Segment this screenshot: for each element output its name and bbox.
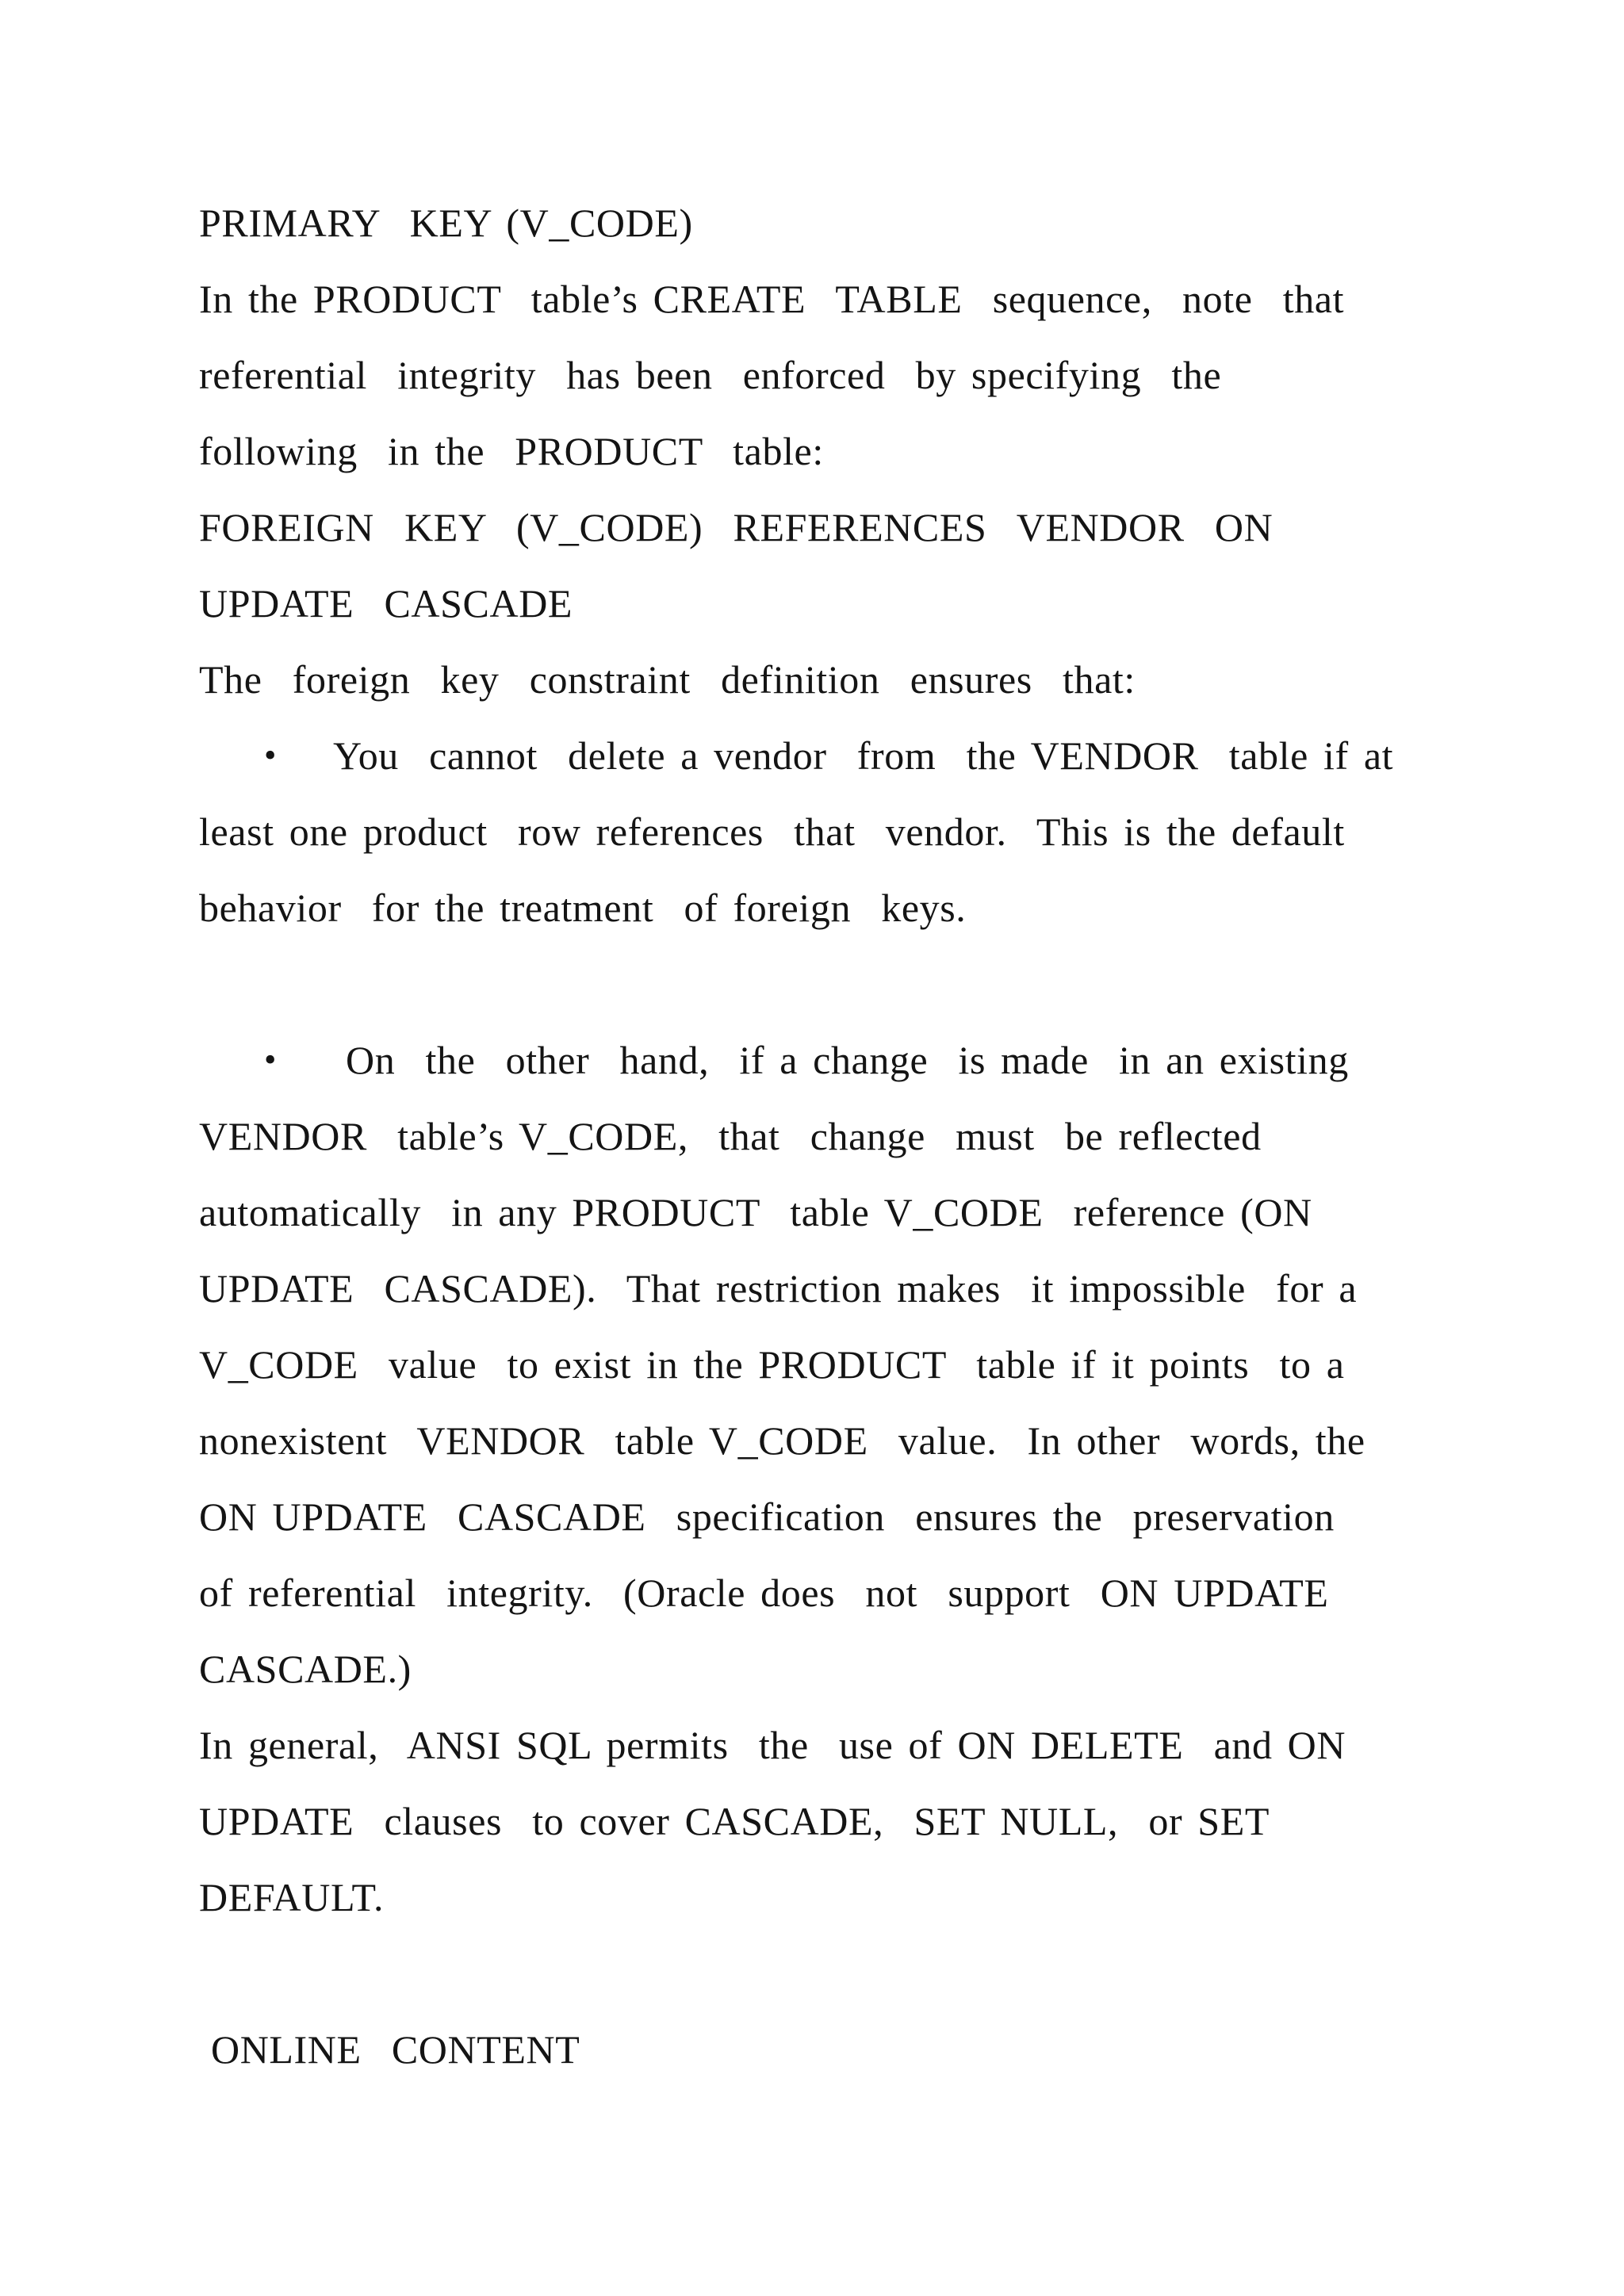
paragraph-line: In the PRODUCT table’s CREATE TABLE sequence, note that bbox=[199, 277, 1345, 321]
bullet-item-2-line: CASCADE.) bbox=[199, 1647, 412, 1691]
bullet-item-1-line: behavior for the treatment of foreign keys. bbox=[199, 886, 967, 930]
bullet-item-2-line: nonexistent VENDOR table V_CODE value. In other words, the bbox=[199, 1418, 1365, 1463]
bullet-item-2-line: UPDATE CASCADE). That restriction makes it impossible for a bbox=[199, 1266, 1358, 1311]
paragraph-line: In general, ANSI SQL permits the use of ON DELETE and ON bbox=[199, 1723, 1346, 1767]
bullet-item-2-line: ON UPDATE CASCADE specification ensures the preservation bbox=[199, 1494, 1335, 1539]
bullet-item-2-line: automatically in any PRODUCT table V_CODE reference (ON bbox=[199, 1190, 1312, 1234]
bullet-item-2-line: V_CODE value to exist in the PRODUCT table if it points to a bbox=[199, 1342, 1345, 1387]
paragraph-line: UPDATE clauses to cover CASCADE, SET NULL, or SET bbox=[199, 1799, 1270, 1843]
bullet-marker: • bbox=[264, 736, 277, 775]
bullet-item-2-line: of referential integrity. (Oracle does not support ON UPDATE bbox=[199, 1571, 1329, 1615]
code-line-foreign-key: FOREIGN KEY (V_CODE) REFERENCES VENDOR ON bbox=[199, 505, 1274, 549]
paragraph-line: following in the PRODUCT table: bbox=[199, 429, 824, 473]
bullet-item-2-line: On the other hand, if a change is made in an existing bbox=[346, 1038, 1349, 1082]
section-heading-online-content: ONLINE CONTENT bbox=[211, 2027, 580, 2072]
paragraph-line: DEFAULT. bbox=[199, 1875, 385, 1919]
bullet-item-2-line: VENDOR table’s V_CODE, that change must be reflected bbox=[199, 1114, 1262, 1158]
code-line-update-cascade: UPDATE CASCADE bbox=[199, 581, 573, 626]
paragraph-line: The foreign key constraint definition ensures that: bbox=[199, 657, 1136, 702]
bullet-marker: • bbox=[264, 1040, 277, 1079]
bullet-item-1-line: least one product row references that vendor. This is the default bbox=[199, 809, 1345, 854]
paragraph-line: referential integrity has been enforced by specifying the bbox=[199, 353, 1222, 397]
heading-primary-key: PRIMARY KEY (V_CODE) bbox=[199, 201, 693, 245]
bullet-item-1-line: You cannot delete a vendor from the VENDOR table if at bbox=[333, 733, 1394, 778]
